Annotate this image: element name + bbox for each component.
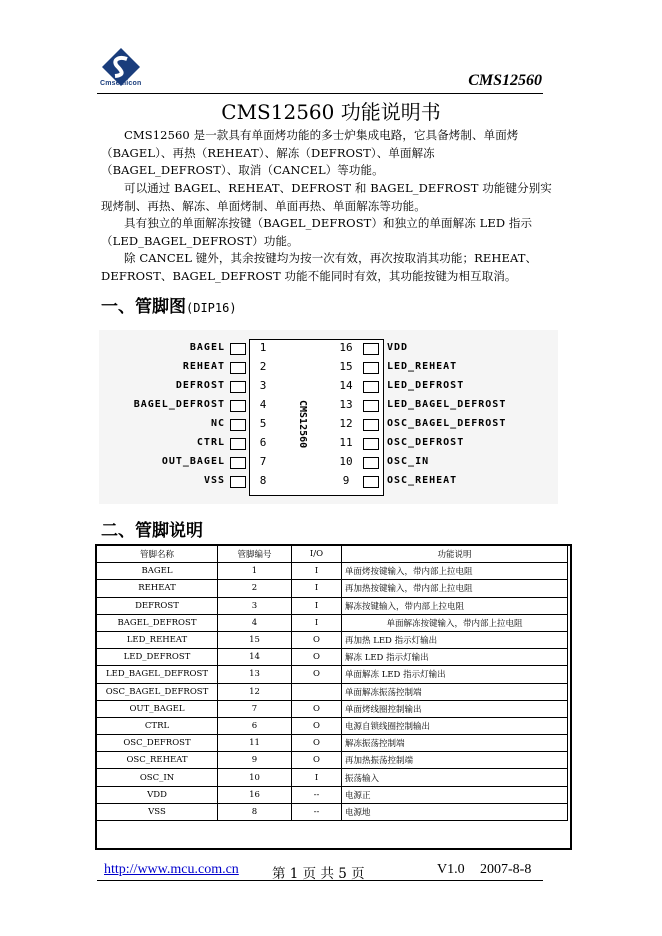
pin-label-left: NC [210,418,225,429]
pin-io-cell [292,683,342,700]
pin-io-cell: O [292,717,342,734]
table-row [97,735,568,752]
pin-number-right: 13 [339,398,353,411]
pin-name-cell: BAGEL_DEFROST [97,614,218,631]
pin-label-left: VSS [203,475,225,486]
footer-url-wrapper [104,862,239,878]
pin-io-cell: O [292,735,342,752]
pin-io-cell: -- [292,786,342,803]
intro-paragraph-3: 具有独立的单面解冻按键（BAGEL_DEFROST）和独立的单面解冻 LED 指示（LED_BAGEL_DEFROST）功能。 [101,216,533,248]
pin-box-left [230,381,246,393]
table-row [97,700,568,717]
table-row [97,614,568,631]
footer-date: 2007-8-8 [480,862,532,877]
pin-box-left [230,400,246,412]
pin-function-cell: 再加热振荡控制端 [342,752,568,769]
table-row [97,786,568,803]
pin-name-cell: LED_DEFROST [97,649,218,666]
pin-io-cell: O [292,649,342,666]
footer-divider [97,880,543,881]
pin-name-cell: OUT_BAGEL [97,700,218,717]
pin-function-cell: 解冻按键输入，带内部上拉电阻 [342,597,568,614]
pin-number-cell: 16 [218,786,292,803]
pin-function-cell: 电源正 [342,786,568,803]
pin-io-cell: I [292,769,342,786]
pin-number-right: 15 [339,360,353,373]
table-row [97,631,568,648]
pin-label-left: DEFROST [175,380,225,391]
pin-number-left: 8 [259,474,267,487]
pin-box-left [230,438,246,450]
pin-box-right [363,419,379,431]
table-header-cell: I/O [292,546,342,563]
pin-name-cell: OSC_IN [97,769,218,786]
pin-number-cell: 15 [218,631,292,648]
table-row [97,752,568,769]
pin-number-cell: 1 [218,563,292,580]
pin-number-right: 12 [339,417,353,430]
table-header-cell: 功能说明 [342,546,568,563]
pin-label-left: CTRL [196,437,225,448]
intro-paragraph-4: 除 CANCEL 键外，其余按键均为按一次有效，再次按取消其功能；REHEAT、DEFROST、BAGEL_DEFROST 功能不能同时有效，其功能按键为相互取消。 [101,251,538,283]
pin-label-right: OSC_REHEAT [387,475,458,486]
pin-box-right [363,438,379,450]
pin-number-cell: 6 [218,717,292,734]
pin-box-right [363,343,379,355]
table-row [97,803,568,820]
pin-description-table [96,545,568,821]
pin-name-cell: DEFROST [97,597,218,614]
pin-function-cell: 单面解冻振荡控制端 [342,683,568,700]
pin-number-right: 10 [339,455,353,468]
pin-label-right: OSC_DEFROST [387,437,465,448]
pin-number-right: 9 [342,474,350,487]
pin-name-cell: VDD [97,786,218,803]
pin-label-right: LED_DEFROST [387,380,465,391]
pin-name-cell: BAGEL [97,563,218,580]
pin-number-cell: 4 [218,614,292,631]
intro-paragraph-1: CMS12560 是一款具有单面烤功能的多士炉集成电路，它具备烤制、单面烤（BAGEL）、再热（REHEAT）、解冻（DEFROST）、单面解冻（BAGEL_DEFROST）、取消（CANCEL）等功能。 [101,128,519,177]
pin-box-left [230,362,246,374]
pin-box-left [230,476,246,488]
pin-function-cell: 振荡输入 [342,769,568,786]
section-pin-diagram-subtitle: (DIP16) [186,301,237,315]
pin-name-cell: OSC_REHEAT [97,752,218,769]
page-title: CMS12560 功能说明书 [221,100,441,124]
pin-box-right [363,381,379,393]
pin-number-cell: 8 [218,803,292,820]
footer-page-number: 第 1 页 共 5 页 [272,866,365,882]
pin-name-cell: LED_REHEAT [97,631,218,648]
pin-name-cell: CTRL [97,717,218,734]
document-code: CMS12560 [468,72,542,89]
pin-box-right [363,457,379,469]
pin-label-left: REHEAT [182,361,225,372]
section-pin-description-heading: 二、管脚说明 [101,521,203,541]
footer-url-link[interactable]: http://www.mcu.com.cn [104,862,239,877]
pin-number-left: 7 [259,455,267,468]
pin-io-cell: O [292,752,342,769]
pin-io-cell: -- [292,803,342,820]
table-header-row [97,546,568,563]
pin-name-cell: VSS [97,803,218,820]
pin-box-right [363,362,379,374]
pin-box-right [363,400,379,412]
pin-number-left: 5 [259,417,267,430]
pin-function-cell: 解冻振荡控制端 [342,735,568,752]
pin-number-left: 4 [259,398,267,411]
table-row [97,683,568,700]
pin-io-cell: I [292,563,342,580]
table-row [97,563,568,580]
pin-number-cell: 11 [218,735,292,752]
pin-number-right: 16 [339,341,353,354]
table-header-cell: 管脚编号 [218,546,292,563]
pin-io-cell: I [292,597,342,614]
table-row [97,769,568,786]
pin-label-left: BAGEL_DEFROST [133,399,225,410]
pin-number-left: 6 [259,436,267,449]
intro-paragraph-2: 可以通过 BAGEL、REHEAT、DEFROST 和 BAGEL_DEFROST 功能键分别实现烤制、再热、解冻、单面烤制、单面再热、单面解冻等功能。 [101,181,552,213]
pin-label-right: LED_REHEAT [387,361,458,372]
pin-number-cell: 12 [218,683,292,700]
pin-number-cell: 3 [218,597,292,614]
pin-label-right: OSC_IN [387,456,430,467]
pin-name-cell: REHEAT [97,580,218,597]
pin-function-cell: 单面解冻 LED 指示灯输出 [342,666,568,683]
pin-box-left [230,457,246,469]
pin-label-right: LED_BAGEL_DEFROST [387,399,507,410]
table-row [97,717,568,734]
pin-function-cell: 再加热 LED 指示灯输出 [342,631,568,648]
table-row [97,666,568,683]
pin-function-cell: 再加热按键输入，带内部上拉电阻 [342,580,568,597]
pin-number-cell: 7 [218,700,292,717]
pin-number-right: 11 [339,436,353,449]
pin-function-cell: 电源地 [342,803,568,820]
pin-function-cell: 电源自锁线圈控制输出 [342,717,568,734]
pin-number-left: 3 [259,379,267,392]
pin-name-cell: OSC_BAGEL_DEFROST [97,683,218,700]
pin-function-cell: 解冻 LED 指示灯输出 [342,649,568,666]
pin-number-left: 1 [259,341,267,354]
footer-version: V1.0 [437,862,465,877]
table-row [97,649,568,666]
pin-box-left [230,343,246,355]
pin-number-left: 2 [259,360,267,373]
pin-label-left: OUT_BAGEL [161,456,225,467]
pin-label-left: BAGEL [189,342,225,353]
pin-label-right: OSC_BAGEL_DEFROST [387,418,507,429]
pin-name-cell: LED_BAGEL_DEFROST [97,666,218,683]
pin-io-cell: O [292,700,342,717]
pin-number-cell: 10 [218,769,292,786]
pin-box-right [363,476,379,488]
pin-io-cell: I [292,614,342,631]
header-divider [97,93,543,94]
pin-label-right: VDD [387,342,409,353]
pin-io-cell: O [292,666,342,683]
pin-number-right: 14 [339,379,353,392]
pin-name-cell: OSC_DEFROST [97,735,218,752]
chip-name: CMS12560 [297,400,308,449]
pin-io-cell: O [292,631,342,648]
pin-number-cell: 9 [218,752,292,769]
section-pin-diagram-heading [101,292,237,317]
pin-box-left [230,419,246,431]
pin-number-cell: 13 [218,666,292,683]
pin-function-cell: 单面解冻按键输入，带内部上拉电阻 [342,614,568,631]
table-row [97,597,568,614]
company-brand: Cmsemicon [100,80,142,87]
pin-function-cell: 单面烤线圈控制输出 [342,700,568,717]
pin-number-cell: 14 [218,649,292,666]
pin-number-cell: 2 [218,580,292,597]
table-header-cell: 管脚名称 [97,546,218,563]
pin-io-cell: I [292,580,342,597]
table-row [97,580,568,597]
pin-function-cell: 单面烤按键输入，带内部上拉电阻 [342,563,568,580]
section-pin-diagram-title: 一、管脚图 [101,297,186,317]
